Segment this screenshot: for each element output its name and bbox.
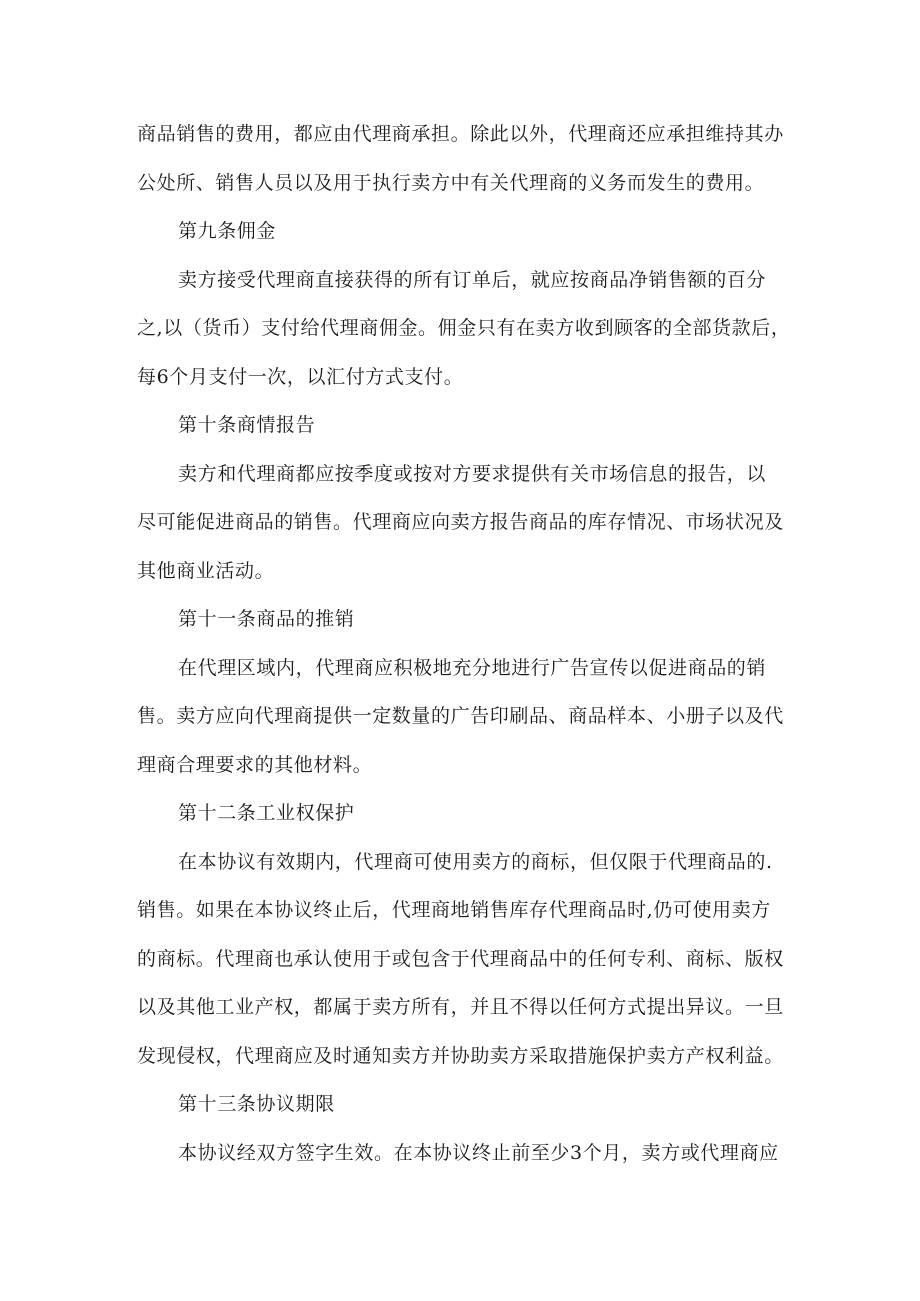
article-heading-13: 第十三条协议期限 xyxy=(178,1093,335,1115)
text-line: 卖方和代理商都应按季度或按对方要求提供有关市场信息的报告，以 xyxy=(178,462,767,485)
text-line: 销售。如果在本协议终止后，代理商地销售库存代理商品时,仍可使用卖方 xyxy=(137,899,771,921)
text-line: 尽可能促进商品的销售。代理商应向卖方报告商品的库存情况、市场状况及 xyxy=(137,511,784,533)
text-line: 之,以（货币）支付给代理商佣金。佣金只有在卖方收到顾客的全部货款后， xyxy=(137,317,791,339)
article-heading-9: 第九条佣金 xyxy=(178,220,277,242)
text-line: 公处所、销售人员以及用于执行卖方中有关代理商的义务而发生的费用。 xyxy=(137,171,765,194)
text-line: 以及其他工业产权，都属于卖方所有，并且不得以任何方式提出异议。一旦 xyxy=(137,996,784,1018)
text-line: 本协议经双方签字生效。在本协议终止前至少3个月，卖方或代理商应 xyxy=(178,1141,779,1164)
article-heading-12: 第十二条工业权保护 xyxy=(178,802,355,824)
text-line: 在本协议有效期内，代理商可使用卖方的商标，但仅限于代理商品的. xyxy=(178,850,773,873)
article-heading-11: 第十一条商品的推销 xyxy=(178,608,355,630)
text-line: 理商合理要求的其他材料。 xyxy=(137,753,373,776)
text-line: 商品销售的费用，都应由代理商承担。除此以外，代理商还应承担维持其办 xyxy=(137,123,784,145)
article-heading-10: 第十条商情报告 xyxy=(178,414,316,436)
text-line: 发现侵权，代理商应及时通知卖方并协助卖方采取措施保护卖方产权利益。 xyxy=(137,1044,784,1067)
text-line: 的商标。代理商也承认使用于或包含于代理商品中的任何专利、商标、版权 xyxy=(137,947,784,970)
text-line: 其他商业活动。 xyxy=(137,559,275,582)
text-line: 每6个月支付一次，以汇付方式支付。 xyxy=(137,365,464,388)
text-line: 卖方接受代理商直接获得的所有订单后，就应按商品净销售额的百分 xyxy=(178,268,767,291)
text-line: 在代理区域内，代理商应积极地充分地进行广告宣传以促进商品的销 xyxy=(178,656,767,679)
text-line: 售。卖方应向代理商提供一定数量的广告印刷品、商品样本、小册子以及代 xyxy=(137,705,784,727)
document-body xyxy=(137,110,797,1177)
